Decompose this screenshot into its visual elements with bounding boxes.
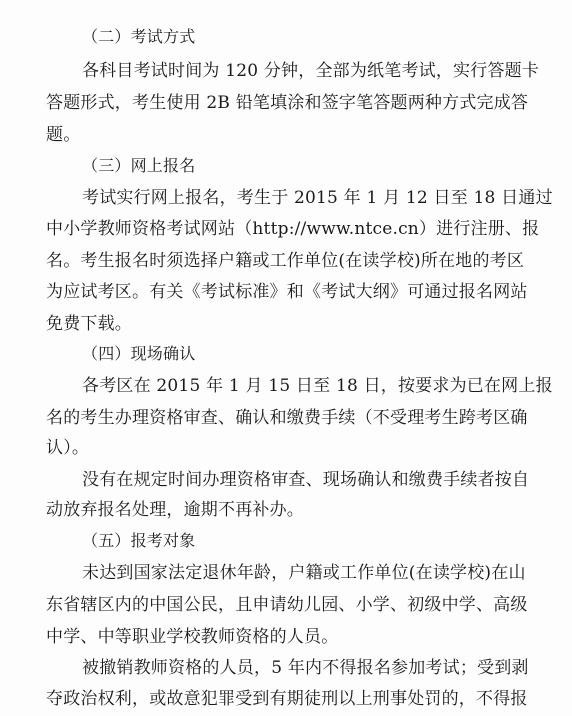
paragraph-line: 被撤销教师资格的人员，5 年内不得报名参加考试；受到剥 <box>82 658 529 678</box>
paragraph-line: 各科目考试时间为 120 分钟，全部为纸笔考试，实行答题卡 <box>82 61 540 81</box>
paragraph-line: 名的考生办理资格审查、确认和缴费手续（不受理考生跨考区确 <box>46 408 528 428</box>
paragraph-line: 中小学教师资格考试网站（http://www.ntce.cn）进行注册、报 <box>46 219 540 239</box>
paragraph-line: 题。 <box>46 125 81 145</box>
paragraph-line: 东省辖区内的中国公民，且申请幼儿园、小学、初级中学、高级 <box>46 595 528 615</box>
section-heading-online-registration: （三）网上报名 <box>82 156 196 175</box>
section-heading-onsite-confirmation: （四）现场确认 <box>82 344 196 363</box>
paragraph-line: 各考区在 2015 年 1 月 15 日至 18 日，按要求为已在网上报 <box>82 376 553 396</box>
paragraph-line: 认）。 <box>46 438 90 458</box>
paragraph-line: 没有在规定时间办理资格审查、现场确认和缴费手续者按自 <box>82 470 530 490</box>
section-heading-exam-method: （二）考试方式 <box>82 27 196 46</box>
paragraph-line: 为应试考区。有关《考试标准》和《考试大纲》可通过报名网站 <box>46 282 528 302</box>
paragraph-line: 未达到国家法定退休年龄，户籍或工作单位(在读学校)在山 <box>82 563 526 583</box>
paragraph-line: 中学、中等职业学校教师资格的人员。 <box>46 627 339 647</box>
paragraph-line: 名。考生报名时须选择户籍或工作单位(在读学校)所在地的考区 <box>46 251 525 271</box>
paragraph-line: 夺政治权利，或故意犯罪受到有期徒刑以上刑事处罚的，不得报 <box>46 689 528 709</box>
paragraph-line: 答题形式，考生使用 2B 铅笔填涂和签字笔答题两种方式完成答 <box>46 93 529 113</box>
paragraph-line: 动放弃报名处理，逾期不再补办。 <box>46 500 304 520</box>
paragraph-line: 考试实行网上报名，考生于 2015 年 1 月 12 日至 18 日通过 <box>82 188 553 208</box>
paragraph-line: 免费下载。 <box>46 314 132 334</box>
section-heading-eligible-applicants: （五）报考对象 <box>82 531 196 550</box>
